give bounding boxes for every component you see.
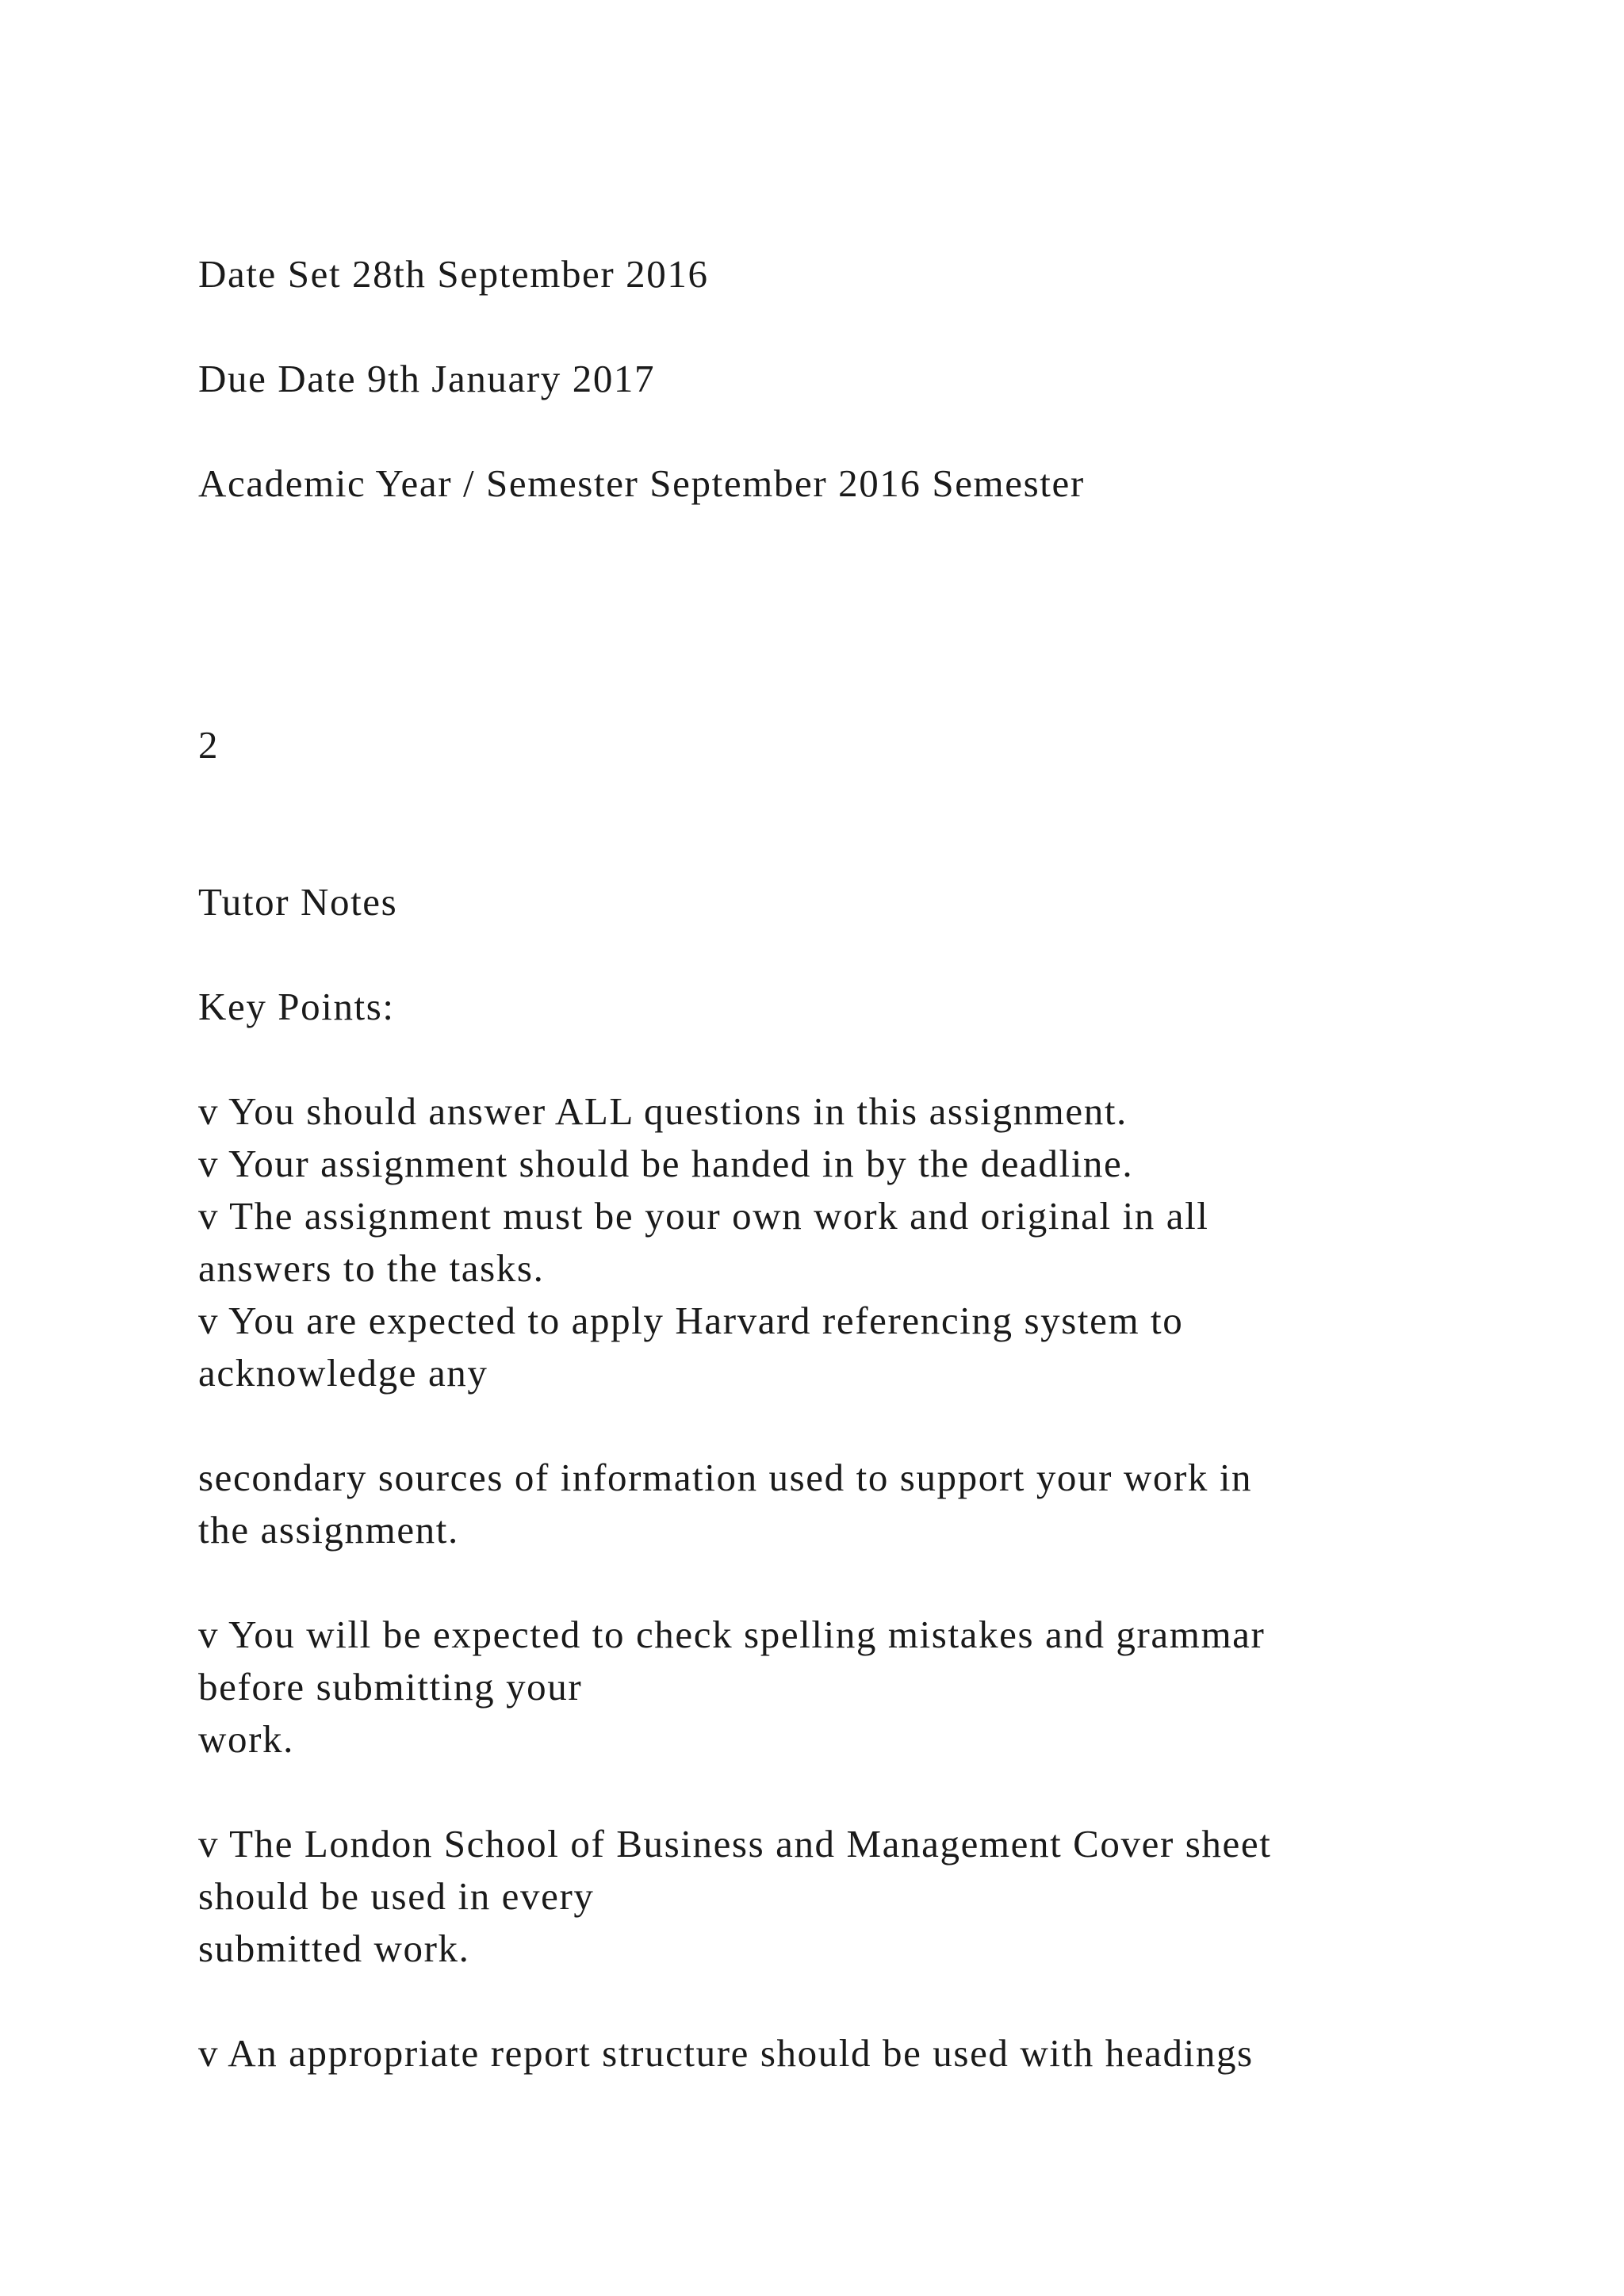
date-set-line: Date Set 28th September 2016 xyxy=(198,252,709,296)
text-line: acknowledge any xyxy=(198,1351,488,1395)
due-date-line: Due Date 9th January 2017 xyxy=(198,357,656,400)
section-heading: Tutor Notes xyxy=(198,880,398,924)
text-line: v You are expected to apply Harvard referencing system to xyxy=(198,1299,1184,1342)
text-line: v The assignment must be your own work and original in all xyxy=(198,1194,1209,1238)
page-number: 2 xyxy=(198,723,220,767)
text-line: submitted work. xyxy=(198,1927,470,1970)
text-line: v You should answer ALL questions in this assignment. xyxy=(198,1089,1128,1133)
text-line: work. xyxy=(198,1717,294,1761)
key-points-heading: Key Points: xyxy=(198,985,395,1028)
text-line: before submitting your xyxy=(198,1665,583,1709)
academic-year-line: Academic Year / Semester September 2016 Semester xyxy=(198,461,1085,505)
text-line: v You will be expected to check spelling mistakes and grammar xyxy=(198,1613,1266,1656)
text-line: secondary sources of information used to support your work in xyxy=(198,1456,1253,1499)
text-line: v An appropriate report structure should be used with headings xyxy=(198,2031,1254,2075)
text-line: should be used in every xyxy=(198,1874,595,1918)
text-line: answers to the tasks. xyxy=(198,1246,545,1290)
text-line: v Your assignment should be handed in by the deadline. xyxy=(198,1142,1134,1185)
text-line: the assignment. xyxy=(198,1508,459,1552)
text-line: v The London School of Business and Management Cover sheet xyxy=(198,1822,1272,1866)
